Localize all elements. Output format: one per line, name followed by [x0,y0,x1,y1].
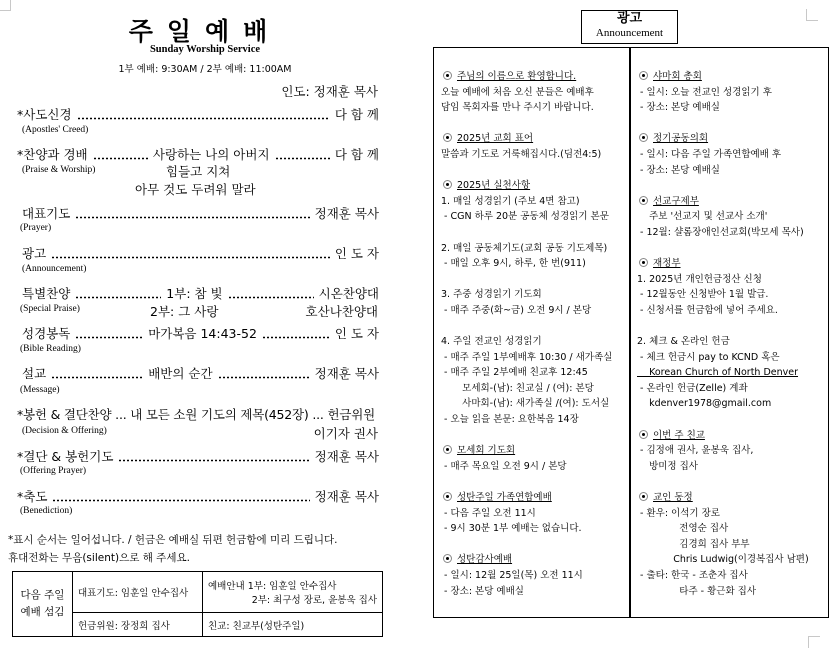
line-text: 2025년 실천사항 [457,180,531,192]
song-title: 아무 것도 두려워 말라 [135,182,256,197]
announcement-line [441,225,612,241]
announcement-line [441,412,612,428]
line-text: - 매주 목요일 오전 9시 / 본당 [441,460,567,472]
dot-leader [75,296,161,299]
line-text: - 매주 주일 2부예배 친교후 12:45 [441,367,588,379]
radio-bullet-icon [639,71,648,80]
announcement-column-left [441,69,612,599]
announcement-title: 광고 [616,11,643,26]
announcement-line [637,319,809,335]
radio-bullet-icon [443,554,452,563]
line-text: 재정부 [653,258,681,270]
announcement-line [637,225,809,241]
page-title: 주일예배 [128,17,282,46]
line-text: 1. 2025년 개인헌금정산 신청 [637,273,762,285]
dot-leader [75,336,143,339]
line-text: 주님의 이름으로 환영합니다. [457,71,577,82]
line-text: 성탄감사예배 [457,554,513,566]
order-item-offering-prayer [17,447,379,465]
dot-leader [275,157,330,160]
label-line: 다음 주일 [20,589,65,601]
item-subtitle: (Offering Prayer) [20,466,87,476]
line-text: 사마회-(남): 새가족실 /(여): 도서실 [441,398,610,410]
announcement-line [637,459,809,475]
announcement-line [441,272,612,288]
dot-leader [228,296,314,299]
worship-leader: 인도: 정재훈 목사 [281,84,378,99]
item-subtitle: (Special Praise) [20,304,80,314]
announcement-line [637,163,809,179]
announcement-line [441,85,612,101]
announcement-line [637,552,809,568]
line-text: 샤마회 총회 [653,71,702,82]
announcement-line [637,178,809,194]
announcement-heading [637,69,809,85]
line-text: 성탄주일 가족연합예배 [457,492,552,504]
dot-leader [51,376,143,379]
announcement-line [441,568,612,584]
order-item-offering: *봉헌 & 결단찬양 ... 내 모든 소원 기도의 제목(452장) ... 헌금위원 [17,407,375,422]
announcement-line [637,474,809,490]
choir-name: 시온찬양대 [318,286,380,301]
line-text: - 김정애 권사, 윤봉욱 집사, [637,445,754,457]
line-text: - 매주 주중(화~금) 오전 9시 / 본당 [441,304,592,316]
line-text: - 체크 헌금시 pay to KCND 혹은 [637,351,780,363]
line-text: 전영순 집사 [637,523,729,535]
line-text: kdenver1978@gmail.com [637,398,772,410]
item-label: *결단 & 봉헌기도 [17,449,114,464]
item-leader: 인 도 자 [334,326,379,341]
line-text: - 12월: 샬롬장애인선교회(박모세 목사) [637,226,804,238]
announcement-line [441,287,612,303]
announcement-heading [637,256,809,272]
announcement-line [637,209,809,225]
order-item-sermon [22,364,379,382]
item-leader: 이기자 권사 [313,426,378,441]
crop-mark [0,0,11,11]
next-prayer: 대표기도: 임훈일 안수집사 [73,572,203,613]
announcement-line [441,459,612,475]
announcement-line [637,334,809,350]
item-subtitle: (Apostles' Creed) [22,125,89,135]
announcement-line [441,474,612,490]
line-text: - 9시 30분 1부 예배는 없습니다. [441,523,582,535]
song-title: 1부: 참 빛 [166,286,223,301]
dot-leader [52,499,309,502]
line-text: - 12월동안 신청받아 1월 발급. [637,289,769,301]
announcement-line [637,100,809,116]
line-text: - 매일 오후 9시, 하루, 한 번(911) [441,258,586,270]
line-text: - 일시: 12월 25일(목) 오전 11시 [441,570,583,581]
announcement-line [441,521,612,537]
radio-bullet-icon [639,258,648,267]
line-text: 2. 매일 공동체기도(교회 공동 기도제목) [441,242,608,254]
dot-leader [262,336,330,339]
line-text: - 장소: 본당 예배실 [637,102,720,114]
next-fellowship: 친교: 친교부(성탄주일) [203,613,383,637]
announcement-line [441,365,612,381]
item-leader: 다 함 께 [334,107,379,122]
announcement-line [441,334,612,350]
announcement-line [441,381,612,397]
announcement-line [637,241,809,257]
announcement-line [637,537,809,553]
song-title: 힘들고 지쳐 [166,164,231,179]
line-text: 타주 - 황근화 집사 [637,585,757,597]
line-text: Korean Church of North Denver [637,367,799,379]
line-text: - 다음 주일 오전 11시 [441,507,536,519]
scripture: 마가복음 14:43-52 [148,326,257,341]
item-subtitle: (Bible Reading) [20,344,81,354]
announcement-line [637,412,809,428]
announcement-line [637,350,809,366]
line-text: 2025년 교회 표어 [457,133,534,145]
radio-bullet-icon [639,196,648,205]
announcement-line [441,147,612,163]
item-leader: 인 도 자 [334,246,379,261]
item-leader: 정재훈 목사 [314,366,379,381]
line-text: 이번 주 친교 [653,429,705,441]
radio-bullet-icon [443,133,452,142]
announcement-line [637,521,809,537]
item-label: 광고 [22,246,47,261]
item-label: 특별찬양 [22,286,71,301]
item-leader: 정재훈 목사 [314,449,379,464]
line-text: 모세회 기도회 [457,445,516,457]
item-leader: 정재훈 목사 [314,489,379,504]
announcement-line [637,396,809,412]
line-text: 3. 주중 성경읽기 기도회 [441,289,542,301]
announcement-line [441,396,612,412]
announcement-heading [637,490,809,506]
order-item-announcement [22,244,379,262]
announcement-line [441,350,612,366]
announcement-line [637,443,809,459]
service-times: 1부 예배: 9:30AM / 2부 예배: 11:00AM [118,64,292,75]
announcement-heading [637,428,809,444]
announcement-line [441,506,612,522]
line-text: - 신청서를 헌금함에 넣어 주세요. [637,304,778,316]
announcement-line [441,100,612,116]
item-label: *사도신경 [17,107,72,122]
line-text: 1. 매일 성경읽기 (주보 4면 참고) [441,195,580,207]
announcement-line [637,568,809,584]
line-text: 방미정 집사 [637,460,698,472]
line-text: - 오늘 읽을 본문: 요한복음 14장 [441,414,579,426]
announcement-heading [441,552,612,568]
dot-leader [118,459,309,462]
announcement-line [441,537,612,553]
announcement-line [637,365,809,381]
line-text: - 일시: 오늘 전교인 성경읽기 후 [637,86,772,98]
announcement-heading [441,443,612,459]
crop-mark [808,636,820,648]
item-subtitle: (Praise & Worship) [22,165,96,175]
announcement-line [441,209,612,225]
announcement-line [441,241,612,257]
next-week-label [13,572,73,637]
line-text: 김경희 집사 부부 [637,538,750,550]
announcement-column-right [637,69,809,599]
announcement-line [441,303,612,319]
order-item-praise [17,145,379,163]
announcement-line [637,272,809,288]
announcement-heading [637,131,809,147]
next-offering: 헌금위원: 장정희 집사 [73,613,203,637]
song-title: 2부: 그 사랑 [150,304,219,319]
song-title: 사랑하는 나의 아버지 [152,147,270,162]
line-text: - 장소: 본당 예배실 [637,164,720,176]
order-item-benediction [17,487,379,505]
line-text: 선교구제부 [653,195,699,207]
line-text: - 매주 주일 1부예배후 10:30 / 새가족실 [441,351,613,363]
item-label: 대표기도 [22,206,71,221]
announcement-heading [441,178,612,194]
item-leader: 다 함 께 [334,147,380,162]
announcement-line [637,584,809,600]
announcement-line [637,381,809,397]
line-text: 교인 동정 [653,492,693,504]
announcement-heading [441,69,612,85]
radio-bullet-icon [443,445,452,454]
line-text: 오늘 예배에 처음 오신 분들은 예배후 [441,86,594,98]
dot-leader [77,117,330,120]
item-label: *축도 [17,489,48,504]
item-label: *찬양과 경배 [17,147,88,162]
line-text: 주보 '선교지 및 선교사 소개' [637,211,768,223]
item-label: 성경봉독 [22,326,71,341]
announcement-line [441,163,612,179]
item-label: 설교 [22,366,47,381]
announcement-line [441,116,612,132]
announcement-line [441,584,612,600]
radio-bullet-icon [639,133,648,142]
notice-text: 휴대전화는 무음(silent)으로 해 주세요. [8,552,190,564]
order-item-creed [17,105,379,123]
column-divider [629,47,631,618]
choir-name: 호산나찬양대 [305,304,378,319]
dot-leader [75,216,309,219]
item-subtitle: (Benediction) [20,506,73,516]
line-text: 말씀과 기도로 거룩해집시다.(딤전4:5) [441,148,602,160]
announcement-line [637,287,809,303]
line-text: 정기공동의회 [653,133,709,145]
line-text: 4. 주일 전교인 성경읽기 [441,336,542,348]
item-subtitle: (Message) [20,385,60,395]
line-text: - 출타: 한국 - 조춘자 집사 [637,570,748,581]
line-text: - CGN 하루 20분 공동체 성경읽기 본문 [441,211,609,223]
dot-leader [93,157,148,160]
announcement-heading [441,490,612,506]
announcement-title-en: Announcement [595,27,664,39]
usher-line: 2부: 최구성 장로, 윤봉욱 집사 [251,595,377,607]
line-text: - 일시: 다음 주일 가족연합예배 후 [637,148,782,160]
radio-bullet-icon [639,430,648,439]
order-item-bible-reading [22,324,379,342]
announcement-heading [441,131,612,147]
line-text: 담임 목회자를 만나 주시기 바랍니다. [441,102,594,114]
announcement-line [441,194,612,210]
line-text: Chris Ludwig(이경복집사 남편) [637,554,809,566]
next-week-servers-table [12,571,383,637]
line-text: - 온라인 헌금(Zelle) 계좌 [637,382,748,394]
item-subtitle: (Decision & Offering) [22,426,107,436]
item-leader: 정재훈 목사 [314,206,379,221]
line-text: 2. 체크 & 온라인 헌금 [637,336,730,348]
line-text: - 장소: 본당 예배실 [441,585,524,597]
radio-bullet-icon [639,492,648,501]
dot-leader [51,256,330,259]
item-subtitle: (Announcement) [22,264,87,274]
radio-bullet-icon [443,71,452,80]
page-subtitle: Sunday Worship Service [149,44,261,55]
announcement-line [637,85,809,101]
announcement-heading [637,194,809,210]
label-line: 예배 섬김 [20,606,65,618]
announcement-line [637,303,809,319]
next-ushers [203,572,383,613]
announcement-line [441,256,612,272]
radio-bullet-icon [443,180,452,189]
announcement-header [581,10,678,44]
order-item-special-praise [22,284,379,302]
line-text: 모세회-(남): 친교실 / (여): 본당 [441,382,594,394]
announcement-line [637,116,809,132]
item-subtitle: (Prayer) [20,223,52,233]
order-item-prayer [22,204,379,222]
dot-leader [218,376,310,379]
crop-mark [806,9,818,21]
usher-line: 예배안내 1부: 임훈일 안수집사 [208,581,337,593]
announcement-line [441,319,612,335]
announcement-line [637,506,809,522]
announcement-line [441,428,612,444]
sermon-title: 배반의 순간 [148,366,213,381]
radio-bullet-icon [443,492,452,501]
line-text: - 환우: 이석기 장로 [637,507,720,519]
notice-text: *표시 순서는 일어섭니다. / 헌금은 예배실 뒤편 헌금함에 미리 드립니다. [8,534,338,546]
announcement-line [637,147,809,163]
